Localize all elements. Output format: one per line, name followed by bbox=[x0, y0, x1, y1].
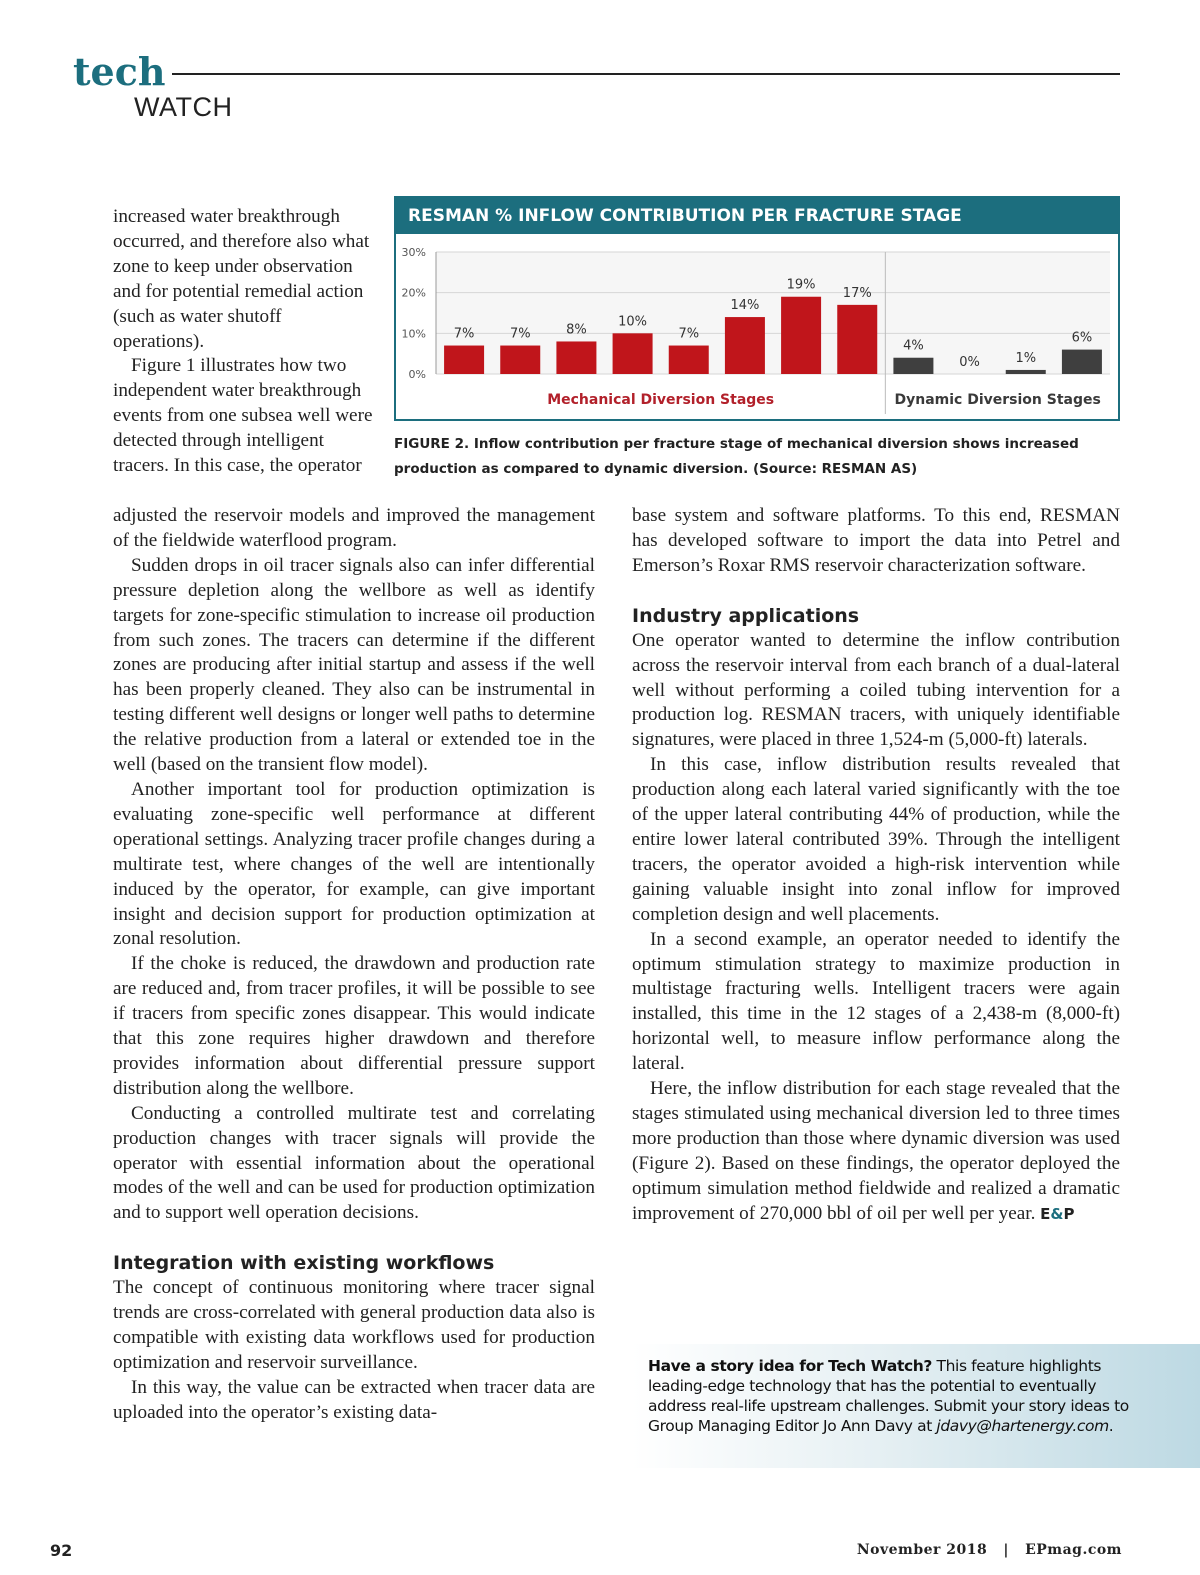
paragraph: base system and software platforms. To this end, RESMAN has developed software to import the data into Petrel and Emerson’s Roxar RMS reservoir characterization software. bbox=[632, 505, 1120, 576]
callout-end: . bbox=[1108, 1417, 1114, 1435]
paragraph: One operator wanted to determine the inflow contribution across the reservoir interval from each branch of a dual-lateral well without performing a coiled tubing intervention for a production log. RESMAN tracers, with uniquely identifiable signatures, were placed in three 1,524-m (5,000-ft) laterals. bbox=[632, 629, 1120, 751]
paragraph: In this case, inflow distribution results revealed that production along each lateral varied significantly with the toe of the upper lateral contributing 44% of production, while the entire lower lateral contributed 39%. Through the intelligent tracers, the operator avoided a high-risk intervention while gaining valuable insight into zonal inflow for improved completion design and well placements. bbox=[632, 754, 1120, 925]
bar-stage-1 bbox=[444, 346, 484, 374]
bar-value-label: 7% bbox=[509, 326, 531, 342]
end-mark-amp: & bbox=[1050, 1204, 1064, 1223]
paragraph: Sudden drops in oil tracer signals also can infer differential pressure depletion along the wellbore as well as identify targets for zone-specific stimulation to increase oil production from such zones. The tracers can determine if the different zones are producing after initial startup and assess if the well has been properly cleaned. They also can be instrumental in testing different well designs or longer well paths to determine the relative production from a lateral or extended toe in the well (based on the transient flow model). bbox=[113, 554, 595, 776]
section-logo-tech: tech bbox=[73, 49, 166, 94]
bar-stage-11 bbox=[1006, 370, 1046, 374]
footer-site: EPmag.com bbox=[1025, 1542, 1122, 1558]
group-label: Mechanical Diversion Stages bbox=[547, 392, 775, 408]
bar-value-label: 0% bbox=[959, 355, 980, 370]
footer-date: November 2018 bbox=[856, 1542, 988, 1558]
bar-stage-7 bbox=[781, 297, 821, 374]
column-1-body bbox=[113, 504, 595, 1426]
page-number: 92 bbox=[50, 1541, 73, 1560]
bar-stage-12 bbox=[1062, 350, 1102, 374]
group-label: Dynamic Diversion Stages bbox=[894, 392, 1101, 408]
bar-stage-9 bbox=[893, 358, 933, 374]
inflow-bar-chart bbox=[396, 234, 1118, 419]
bar-value-label: 4% bbox=[903, 338, 924, 354]
chart-title: RESMAN % INFLOW CONTRIBUTION PER FRACTURE STAGE bbox=[396, 198, 1118, 234]
story-idea-callout bbox=[632, 1344, 1200, 1468]
bar-stage-8 bbox=[837, 305, 877, 374]
bar-stage-4 bbox=[613, 333, 653, 374]
paragraph: adjusted the reservoir models and improved the management of the fieldwide waterflood program. bbox=[113, 505, 595, 551]
paragraph: Conducting a controlled multirate test and correlating production changes with tracer signals will provide the operator with essential information about the operational modes of the well and can be used for production optimization and to support well operation decisions. bbox=[113, 1102, 595, 1224]
callout-text bbox=[648, 1356, 1133, 1436]
paragraph: Another important tool for production optimization is evaluating zone-specific well performance at different operational settings. Analyzing tracer profile changes during a multirate test, where changes of the well are intentionally induced by the operator, for example, can give important insight and decision support for production optimization at zonal resolution. bbox=[113, 778, 595, 950]
bar-value-label: 17% bbox=[842, 285, 872, 301]
footer-issue bbox=[857, 1542, 1122, 1558]
bar-value-label: 10% bbox=[618, 314, 648, 330]
bar-stage-5 bbox=[669, 346, 709, 374]
figure-2-chart bbox=[394, 196, 1120, 421]
bar-value-label: 6% bbox=[1071, 330, 1093, 346]
paragraph: In a second example, an operator needed to identify the optimum stimulation strategy to maximize production in multistage fracturing wells. Intelligent tracers were again installed, this time in the 12 stages of a 2,438-m (8,000-ft) horizontal well, to measure inflow performance along the lateral. bbox=[632, 928, 1120, 1075]
end-mark-p: P bbox=[1063, 1204, 1075, 1223]
callout-email-link[interactable]: jdavy@hartenergy.com bbox=[936, 1417, 1109, 1435]
y-tick-label: 20% bbox=[401, 286, 426, 300]
bar-stage-2 bbox=[500, 346, 540, 374]
paragraph: increased water breakthrough occurred, and therefore also what zone to keep under observation and for potential remedial action (such as water shutoff operations). bbox=[113, 206, 370, 352]
y-tick-label: 10% bbox=[401, 327, 426, 341]
section-heading-industry: Industry applications bbox=[632, 604, 860, 627]
paragraph: Figure 1 illustrates how two independent water breakthrough events from one subsea well were detected through intelligent tracers. In this case, the operator bbox=[113, 355, 373, 477]
figure-caption: FIGURE 2. Inflow contribution per fracture stage of mechanical diversion shows increased production as compared to dynamic diversion. (Source: RESMAN AS) bbox=[394, 436, 1079, 477]
bar-stage-3 bbox=[556, 341, 596, 374]
bar-value-label: 7% bbox=[678, 326, 700, 342]
y-tick-label: 0% bbox=[408, 368, 426, 381]
bar-value-label: 7% bbox=[453, 326, 475, 342]
bar-value-label: 19% bbox=[786, 277, 816, 293]
y-tick-label: 30% bbox=[401, 246, 426, 259]
paragraph: If the choke is reduced, the drawdown and production rate are reduced and, from tracer profiles, it will be possible to see if tracers from specific zones disappear. This would indicate that this zone requires higher drawdown and therefore provides information about differential pressure support distribution along the wellbore. bbox=[113, 953, 595, 1099]
section-logo-watch: WATCH bbox=[134, 92, 233, 122]
bar-value-label: 14% bbox=[730, 298, 760, 314]
section-heading-integration: Integration with existing workflows bbox=[113, 1252, 495, 1275]
column-1-top bbox=[113, 205, 375, 479]
callout-lead: Have a story idea for Tech Watch? bbox=[648, 1357, 933, 1375]
column-2-body bbox=[632, 504, 1120, 1226]
paragraph-final bbox=[632, 1077, 1120, 1226]
ep-end-mark bbox=[1040, 1205, 1074, 1223]
paragraph: The concept of continuous monitoring where tracer signal trends are cross-correlated with general production data also is compatible with existing data workflows used for production optimization and reservoir surveillance. bbox=[113, 1277, 595, 1373]
bar-value-label: 1% bbox=[1015, 350, 1037, 366]
footer-separator: | bbox=[1003, 1542, 1009, 1558]
paragraph-text: Here, the inflow distribution for each stage revealed that the stages stimulated using mechanical diversion led to three times more production than those where dynamic diversion was used (Figure 2). Based on these findings, the operator deployed the optimum simulation method fieldwide and realized a dramatic improvement of 270,000 bbl of oil per well per year. bbox=[632, 1078, 1120, 1224]
end-mark-e: E bbox=[1040, 1204, 1051, 1223]
bar-value-label: 8% bbox=[566, 322, 587, 338]
header-rule bbox=[172, 73, 1120, 75]
paragraph: In this way, the value can be extracted when tracer data are uploaded into the operator’s existing data- bbox=[113, 1376, 595, 1423]
callout-body: This feature highlights leading-edge technology that has the potential to eventually address real-life upstream challenges. Submit your story ideas to Group Managing Editor Jo Ann Davy at bbox=[648, 1357, 1129, 1435]
bar-stage-6 bbox=[725, 317, 765, 374]
